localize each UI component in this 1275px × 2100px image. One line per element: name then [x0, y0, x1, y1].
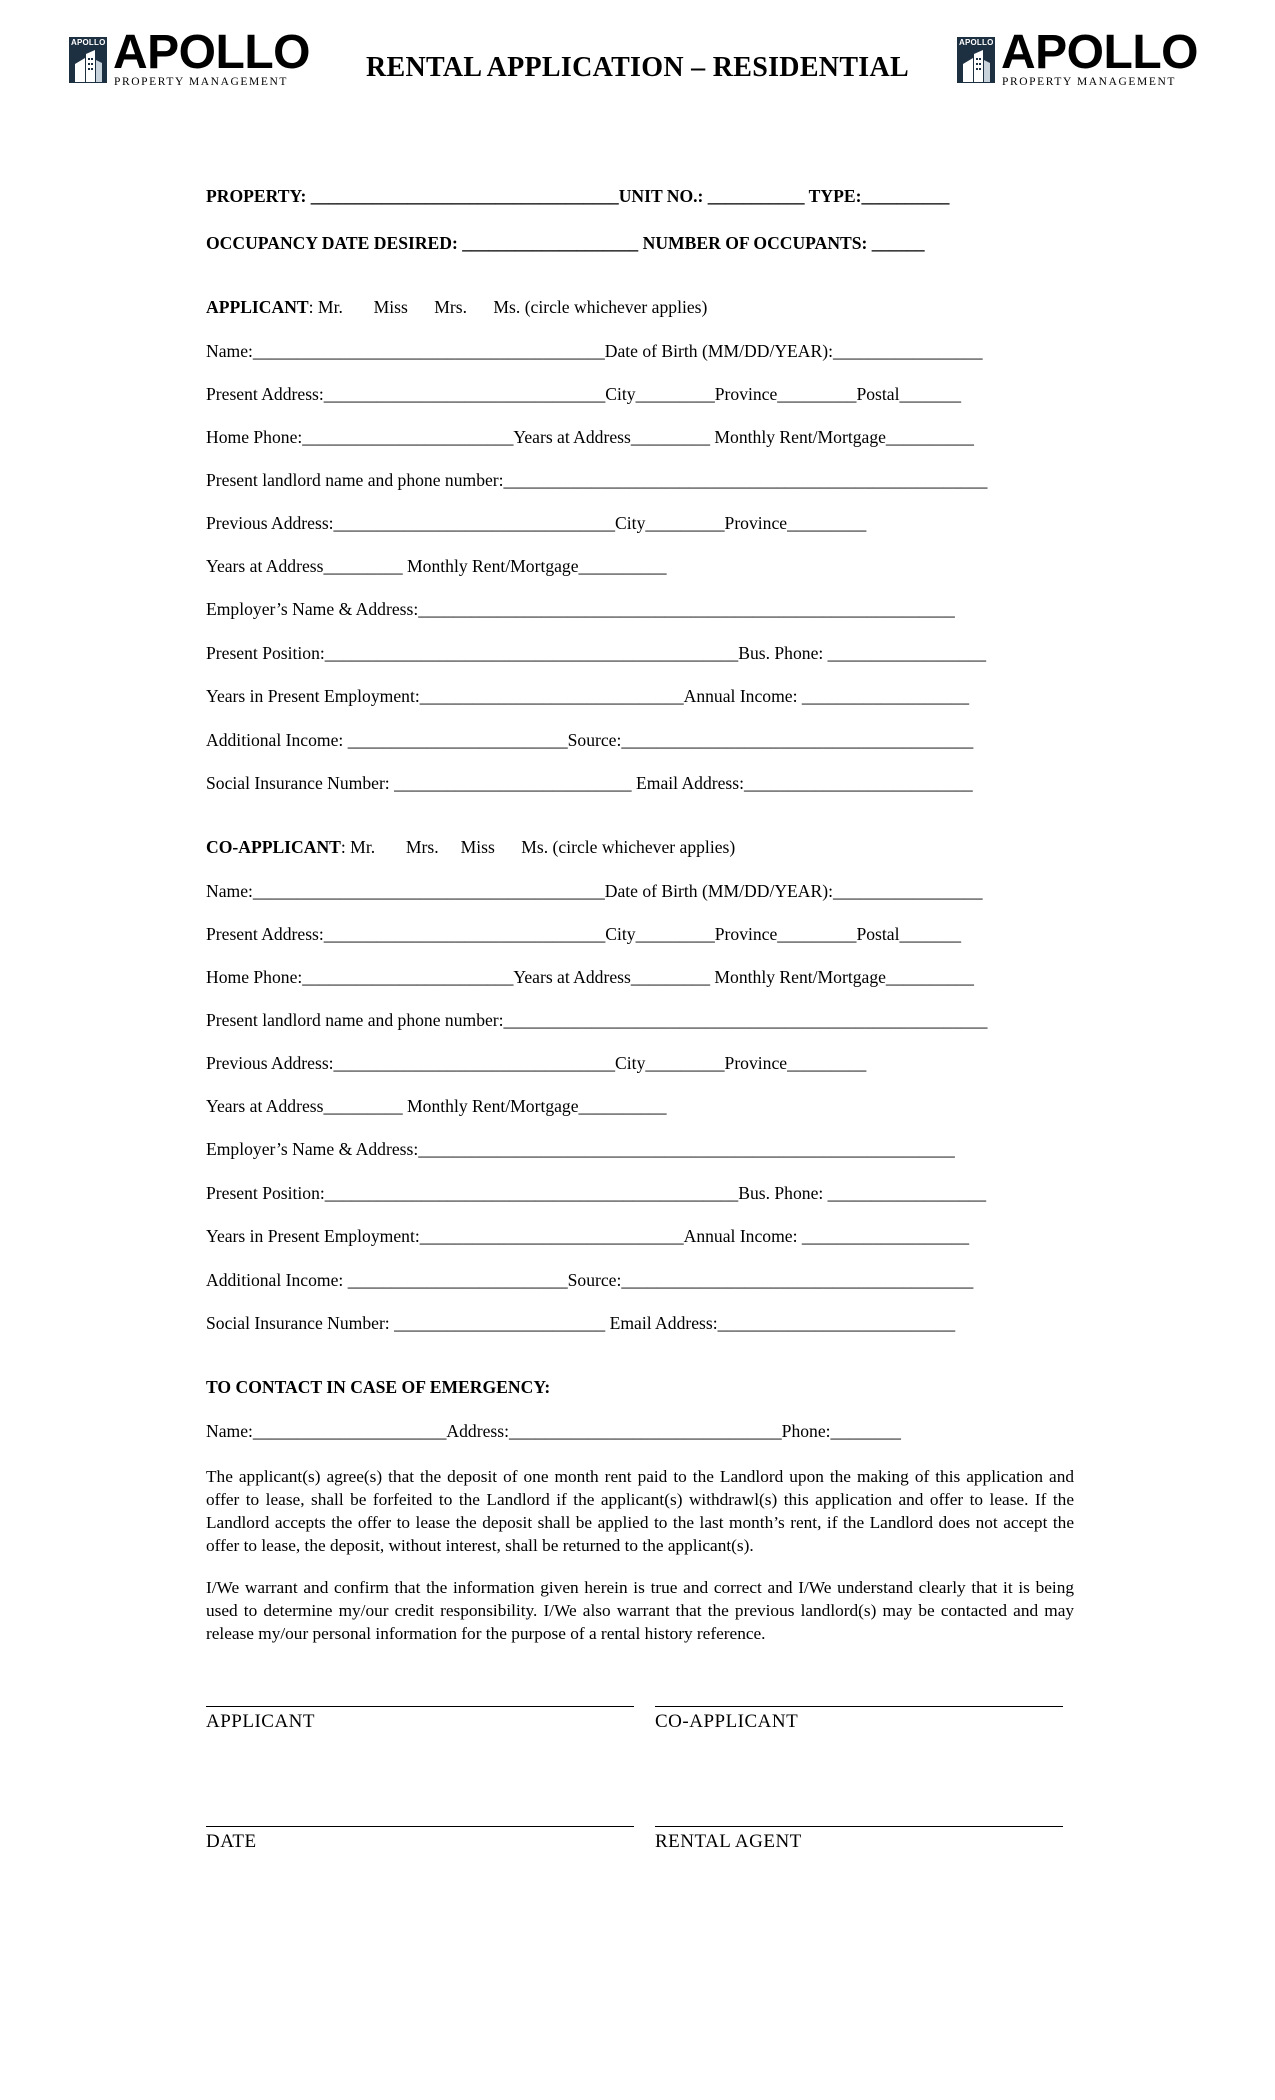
- co-applicant-position-line[interactable]: Present Position:_______________________________________________Bus. Phone: __________________: [206, 1183, 987, 1203]
- unit-field[interactable]: UNIT NO.: ___________: [618, 186, 809, 206]
- applicant-name-line[interactable]: Name:________________________________________Date of Birth (MM/DD/YEAR):_________________: [206, 341, 983, 361]
- applicant-heading: APPLICANT: [206, 297, 309, 317]
- emergency-contact-line[interactable]: Name:______________________Address:_______________________________Phone:________: [206, 1421, 901, 1441]
- co-applicant-employer-line[interactable]: Employer’s Name & Address:_____________________________________________________________: [206, 1139, 955, 1159]
- co-applicant-landlord-line[interactable]: Present landlord name and phone number:_______________________________________________________: [206, 1010, 988, 1030]
- co-applicant-sin-email-line[interactable]: Social Insurance Number: ________________________ Email Address:___________________________: [206, 1313, 956, 1333]
- applicant-home-phone-line[interactable]: Home Phone:________________________Years at Address_________ Monthly Rent/Mortgage__________: [206, 427, 974, 447]
- occupancy-line[interactable]: [206, 235, 925, 253]
- logo-mark-text: APOLLO: [71, 38, 106, 47]
- applicant-sin-email-line[interactable]: Social Insurance Number: ___________________________ Email Address:__________________________: [206, 773, 973, 793]
- applicant-salutation[interactable]: : Mr. Miss Mrs. Ms. (circle whichever applies): [308, 297, 708, 317]
- deposit-paragraph: The applicant(s) agree(s) that the deposit of one month rent paid to the Landlord upon the making of this application and offer to lease, shall be forfeited to the Landlord if the applicant(s) withdrawl(s) this application and offer to lease. If the Landlord accepts the offer to lease the deposit shall be applied to the last month’s rent, if the Landlord does not accept the offer to lease, the deposit, without interest, shall be returned to the applicant(s).: [206, 1467, 1074, 1555]
- logo-subtitle: PROPERTY MANAGEMENT: [1002, 76, 1176, 88]
- co-applicant-heading: CO-APPLICANT: [206, 837, 341, 857]
- rental-agent-signature-line[interactable]: [655, 1826, 1063, 1827]
- type-field[interactable]: TYPE:__________: [808, 186, 950, 206]
- date-signature-label: DATE: [206, 1831, 257, 1852]
- co-applicant-signature-label: CO-APPLICANT: [655, 1711, 799, 1732]
- applicant-years-at-address-line[interactable]: Years at Address_________ Monthly Rent/Mortgage__________: [206, 556, 667, 576]
- co-applicant-salutation[interactable]: : Mr. Mrs. Miss Ms. (circle whichever applies): [340, 837, 736, 857]
- logo-wordmark: APOLLO: [1001, 26, 1198, 79]
- co-applicant-years-employment-line[interactable]: Years in Present Employment:______________________________Annual Income: ___________________: [206, 1226, 969, 1246]
- occupants-field[interactable]: NUMBER OF OCCUPANTS: ______: [642, 233, 925, 253]
- rental-agent-signature-label: RENTAL AGENT: [655, 1831, 802, 1852]
- property-field[interactable]: PROPERTY: ___________________________________: [206, 186, 619, 206]
- applicant-signature-label: APPLICANT: [206, 1711, 316, 1732]
- applicant-years-employment-line[interactable]: Years in Present Employment:______________________________Annual Income: ___________________: [206, 686, 969, 706]
- applicant-salutation-line: [206, 299, 707, 317]
- date-signature-line[interactable]: [206, 1826, 634, 1827]
- co-applicant-name-line[interactable]: Name:________________________________________Date of Birth (MM/DD/YEAR):_________________: [206, 881, 983, 901]
- applicant-signature-line[interactable]: [206, 1706, 634, 1707]
- document-title: RENTAL APPLICATION – RESIDENTIAL: [365, 52, 909, 83]
- co-applicant-salutation-line: [206, 839, 735, 857]
- co-applicant-home-phone-line[interactable]: Home Phone:________________________Years at Address_________ Monthly Rent/Mortgage__________: [206, 967, 974, 987]
- emergency-heading: TO CONTACT IN CASE OF EMERGENCY:: [206, 1377, 551, 1397]
- co-applicant-present-address-line[interactable]: Present Address:________________________________City_________Province_________Postal_______: [206, 924, 962, 944]
- warranty-paragraph: I/We warrant and confirm that the information given herein is true and correct and I/We understand clearly that it is being used to determine my/our credit responsibility. I/We also warrant that the previous landlord(s) may be contacted and may release my/our personal information for the purpose of a rental history reference.: [206, 1578, 1074, 1643]
- applicant-additional-income-line[interactable]: Additional Income: _________________________Source:________________________________________: [206, 730, 974, 750]
- co-applicant-years-at-address-line[interactable]: Years at Address_________ Monthly Rent/Mortgage__________: [206, 1096, 667, 1116]
- applicant-employer-line[interactable]: Employer’s Name & Address:_____________________________________________________________: [206, 599, 955, 619]
- applicant-previous-address-line[interactable]: Previous Address:________________________________City_________Province_________: [206, 513, 867, 533]
- applicant-landlord-line[interactable]: Present landlord name and phone number:_______________________________________________________: [206, 470, 988, 490]
- logo-mark-text: APOLLO: [959, 38, 994, 47]
- applicant-position-line[interactable]: Present Position:_______________________________________________Bus. Phone: __________________: [206, 643, 987, 663]
- co-applicant-previous-address-line[interactable]: Previous Address:________________________________City_________Province_________: [206, 1053, 867, 1073]
- logo-subtitle: PROPERTY MANAGEMENT: [114, 76, 288, 88]
- logo-wordmark: APOLLO: [113, 26, 310, 79]
- applicant-present-address-line[interactable]: Present Address:________________________________City_________Province_________Postal_______: [206, 384, 962, 404]
- co-applicant-signature-line[interactable]: [655, 1706, 1063, 1707]
- occupancy-date-field[interactable]: OCCUPANCY DATE DESIRED: ____________________: [206, 233, 643, 253]
- property-line[interactable]: [206, 188, 949, 206]
- co-applicant-additional-income-line[interactable]: Additional Income: _________________________Source:________________________________________: [206, 1270, 974, 1290]
